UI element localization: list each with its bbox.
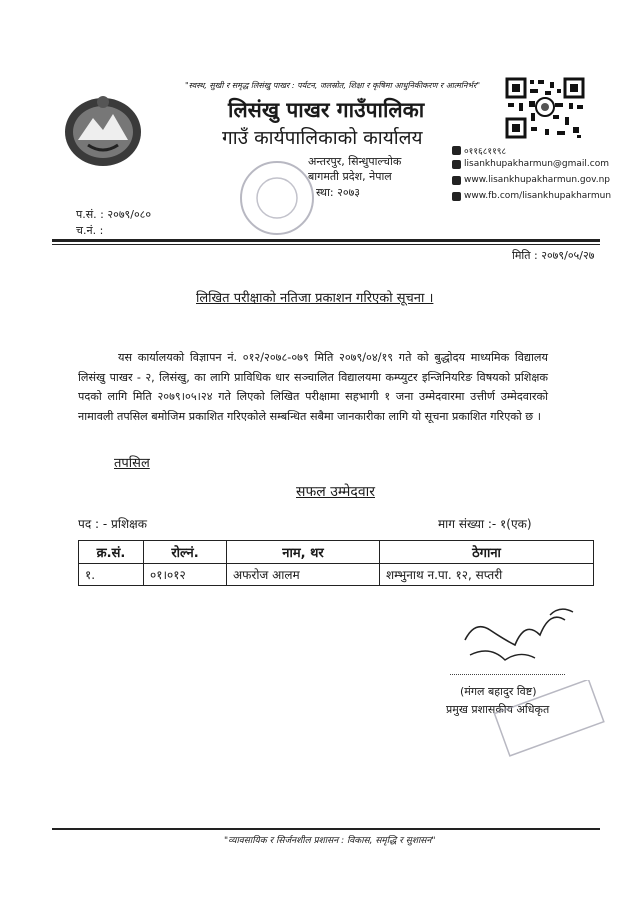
header-name: नाम, थर [227,541,380,564]
office-stamp [232,158,322,238]
signature-line [450,674,565,675]
cell-sn: १. [79,564,144,586]
signature [455,600,580,675]
contact-email: lisankhupakharmun@gmail.com [452,159,609,169]
header-slogan: "स्वस्थ, सुखी र समृद्ध लिसंखु पाखर : पर्यटन, जलस्रोत, शिक्षा र कृषिमा आधुनिकीकरण र आत्मनिर्भर" [185,81,481,90]
nepal-emblem-logo [58,90,148,170]
contact-website: www.lisankhupakharmun.gov.np [452,175,610,185]
patra-sankhya: प.सं. : २०७९/०८० [76,208,152,221]
signatory-name: (मंगल बहादुर विष्ट) [460,685,537,698]
tapsil-label: तपसिल [114,456,150,471]
header-divider-thick [52,239,600,242]
result-table [78,540,594,586]
contact-phone: ०११६८११९८ [452,144,506,157]
table-title: सफल उम्मेदवार [296,484,375,500]
contact-facebook: www.fb.com/lisankhupakharmun [452,191,611,201]
cell-name: अफरोज आलम [227,564,380,586]
header-roll: रोल्नं. [144,541,227,564]
established-year: स्था: २०७३ [316,186,361,199]
cell-roll: ०१।०१२ [144,564,227,586]
header-sn: क्र.सं. [79,541,144,564]
qr-code [505,77,585,139]
footer-slogan: "व्यावसायिक र सिर्जनशील प्रशासन : विकास, समृद्धि र सुशासन" [224,836,436,846]
notice-body: यस कार्यालयको विज्ञापन नं. ०१२/२०७८-०७९ मिति २०७९/०४/१९ गते को बुद्धोदय माध्यमिक विद्यालय लिसंखु पाखर - २, लिसंखु, का लागि प्राविधिक धार सञ्चालित विद्यालयमा कम्प्युटर इन्जिनियरिङ विषयको प्रशिक्षक पदको लागि मिति २०७९।०५।२४ गते लिएको लिखित परीक्षामा सहभागी १ जना उम्मेदवारमा उत्तीर्ण उम्मेदवारको नामावली तपसिल बमोजिम प्रकाशित गरिएकोले सम्बन्धित सबैमा जानकारीका लागि यो सूचना प्रकाशित गरिएको छ । [78,351,548,423]
globe-icon [452,176,461,185]
signatory-title: प्रमुख प्रशासकीय अधिकृत [446,703,550,716]
table-header-row [79,541,594,564]
address-line2: बागमती प्रदेश, नेपाल [308,170,392,183]
cell-address: शम्भुनाथ न.पा. १२, सप्तरी [380,564,594,586]
official-seal [490,680,610,760]
header-divider-thin [52,244,600,245]
chalani-number: च.नं. : [76,224,104,237]
notice-date: मिति : २०७९/०५/२७ [512,249,595,262]
office-name: गाउँ कार्यपालिकाको कार्यालय [222,127,423,149]
demand-count: माग संख्या :- १(एक) [438,517,532,531]
phone-icon [452,146,461,155]
footer-divider [52,828,600,830]
municipality-name: लिसंखु पाखर गाउँपालिका [228,98,425,122]
post-label: पद : - प्रशिक्षक [78,517,147,531]
table-row [79,564,594,586]
facebook-icon [452,192,461,201]
address-line1: अन्तरपुर, सिन्धुपाल्चोक [308,155,402,168]
notice-subject: लिखित परीक्षाको नतिजा प्रकाशन गरिएको सूचना । [196,291,434,306]
header-address: ठेगाना [380,541,594,564]
email-icon [452,160,461,169]
